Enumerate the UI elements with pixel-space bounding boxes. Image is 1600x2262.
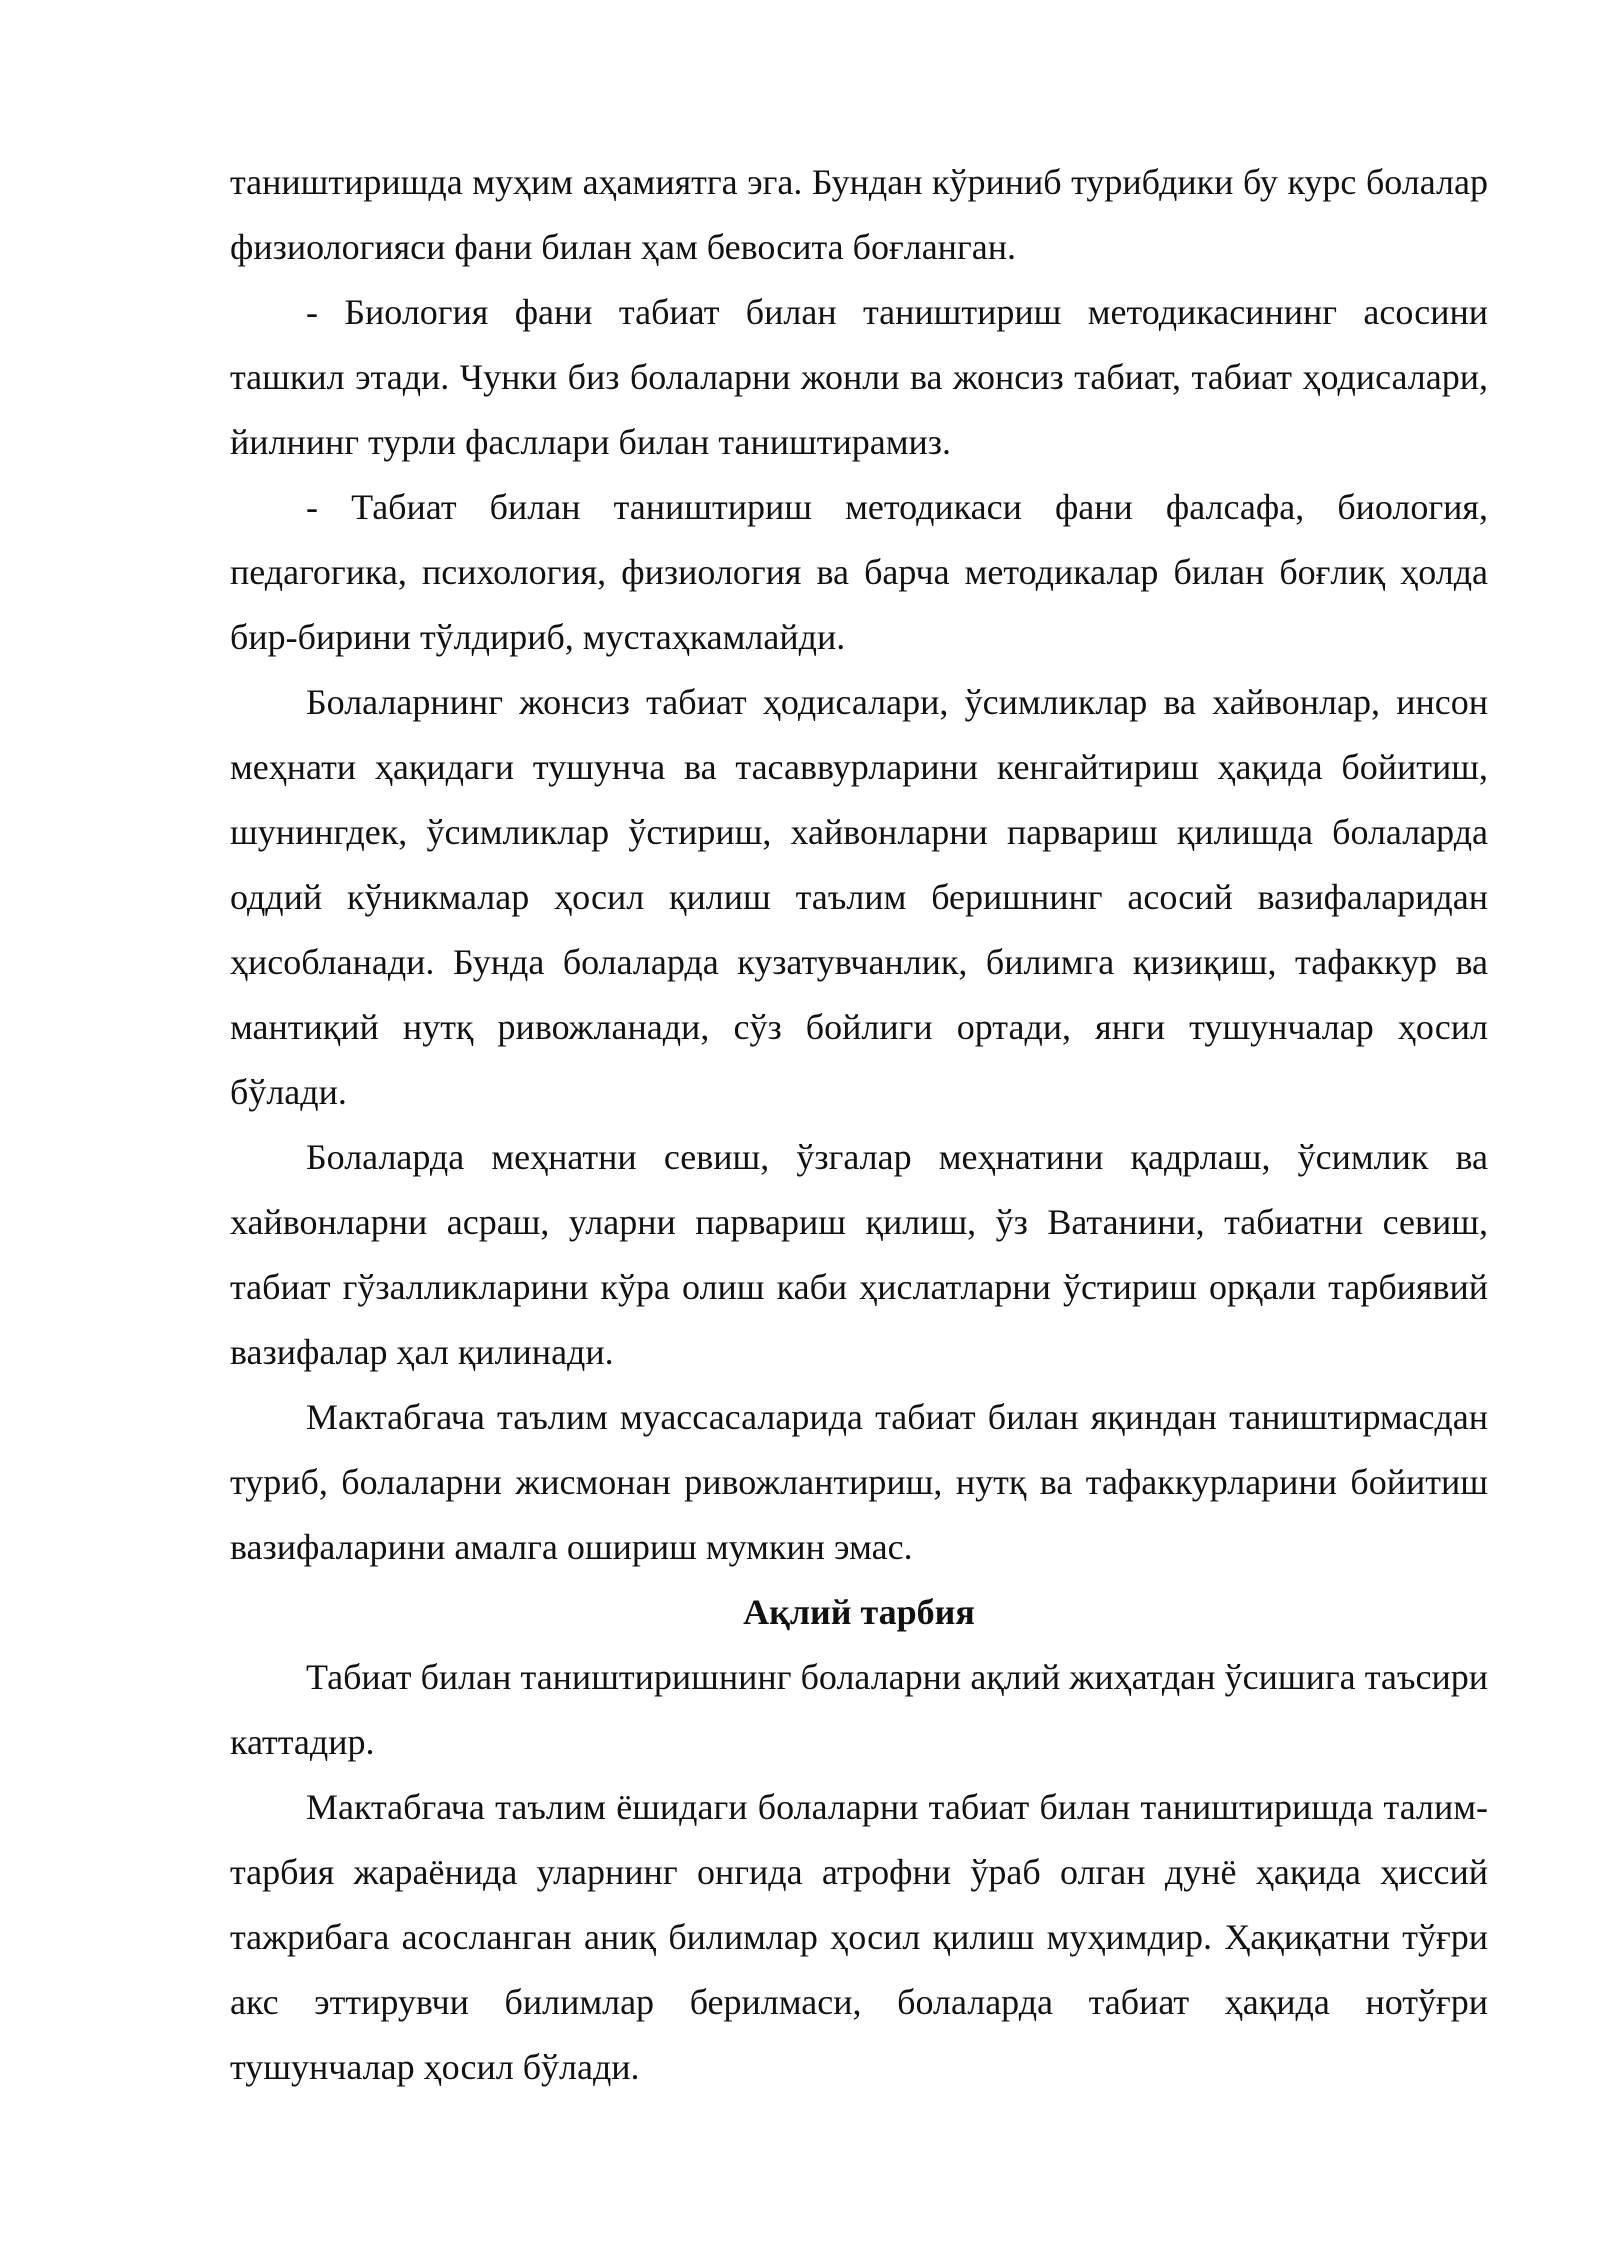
paragraph-4: Болаларнинг жонсиз табиат ҳодисалари, ўсимликлар ва хайвонлар, инсон меҳнати ҳақидаги тушунча ва тасаввурларини кенгайтириш ҳақида бойитиш, шунингдек, ўсимликлар ўстириш, хайвонларни парвариш қилишда болаларда оддий кўникмалар ҳосил қилиш таълим беришнинг асосий вазифаларидан ҳисобланади. Бунда болаларда кузатувчанлик, билимга қизиқиш, тафаккур ва мантиқий нутқ ривожланади, сўз бойлиги ортади, янги тушунчалар ҳосил бўлади. [230, 682, 1488, 1112]
section-heading: Ақлий тарбия [743, 1592, 975, 1632]
paragraph-7: Табиат билан таништиришнинг болаларни ақлий жиҳатдан ўсишига таъсири каттадир. [230, 1657, 1488, 1762]
paragraph-5: Болаларда меҳнатни севиш, ўзгалар меҳнатини қадрлаш, ўсимлик ва хайвонларни асраш, уларни парвариш қилиш, ўз Ватанини, табиатни севиш, табиат гўзалликларини кўра олиш каби ҳислатларни ўстириш орқали тарбиявий вазифалар ҳал қилинади. [230, 1137, 1488, 1372]
paragraph-6: Мактабгача таълим муассасаларида табиат билан яқиндан таништирмасдан туриб, болаларни жисмонан ривожлантириш, нутқ ва тафаккурларини бойитиш вазифаларини амалга ошириш мумкин эмас. [230, 1397, 1488, 1567]
document-page [230, 150, 1488, 2100]
paragraph-2: - Биология фани табиат билан таништириш методикасининг асосини ташкил этади. Чунки биз болаларни жонли ва жонсиз табиат, табиат ҳодисалари, йилнинг турли фасллари билан таништирамиз. [230, 292, 1488, 462]
paragraph-3: - Табиат билан таништириш методикаси фани фалсафа, биология, педагогика, психология, физиология ва барча методикалар билан боғлиқ ҳолда бир-бирини тўлдириб, мустаҳкамлайди. [230, 487, 1488, 657]
paragraph-1: таништиришда муҳим аҳамиятга эга. Бундан кўриниб турибдики бу курс болалар физиологияси фани билан ҳам бевосита боғланган. [230, 162, 1488, 267]
paragraph-8: Мактабгача таълим ёшидаги болаларни табиат билан таништиришда талим-тарбия жараёнида уларнинг онгида атрофни ўраб олган дунё ҳақида ҳиссий тажрибага асосланган аниқ билимлар ҳосил қилиш муҳимдир. Ҳақиқатни тўғри акс эттирувчи билимлар берилмаси, болаларда табиат ҳақида нотўғри тушунчалар ҳосил бўлади. [230, 1787, 1488, 2087]
